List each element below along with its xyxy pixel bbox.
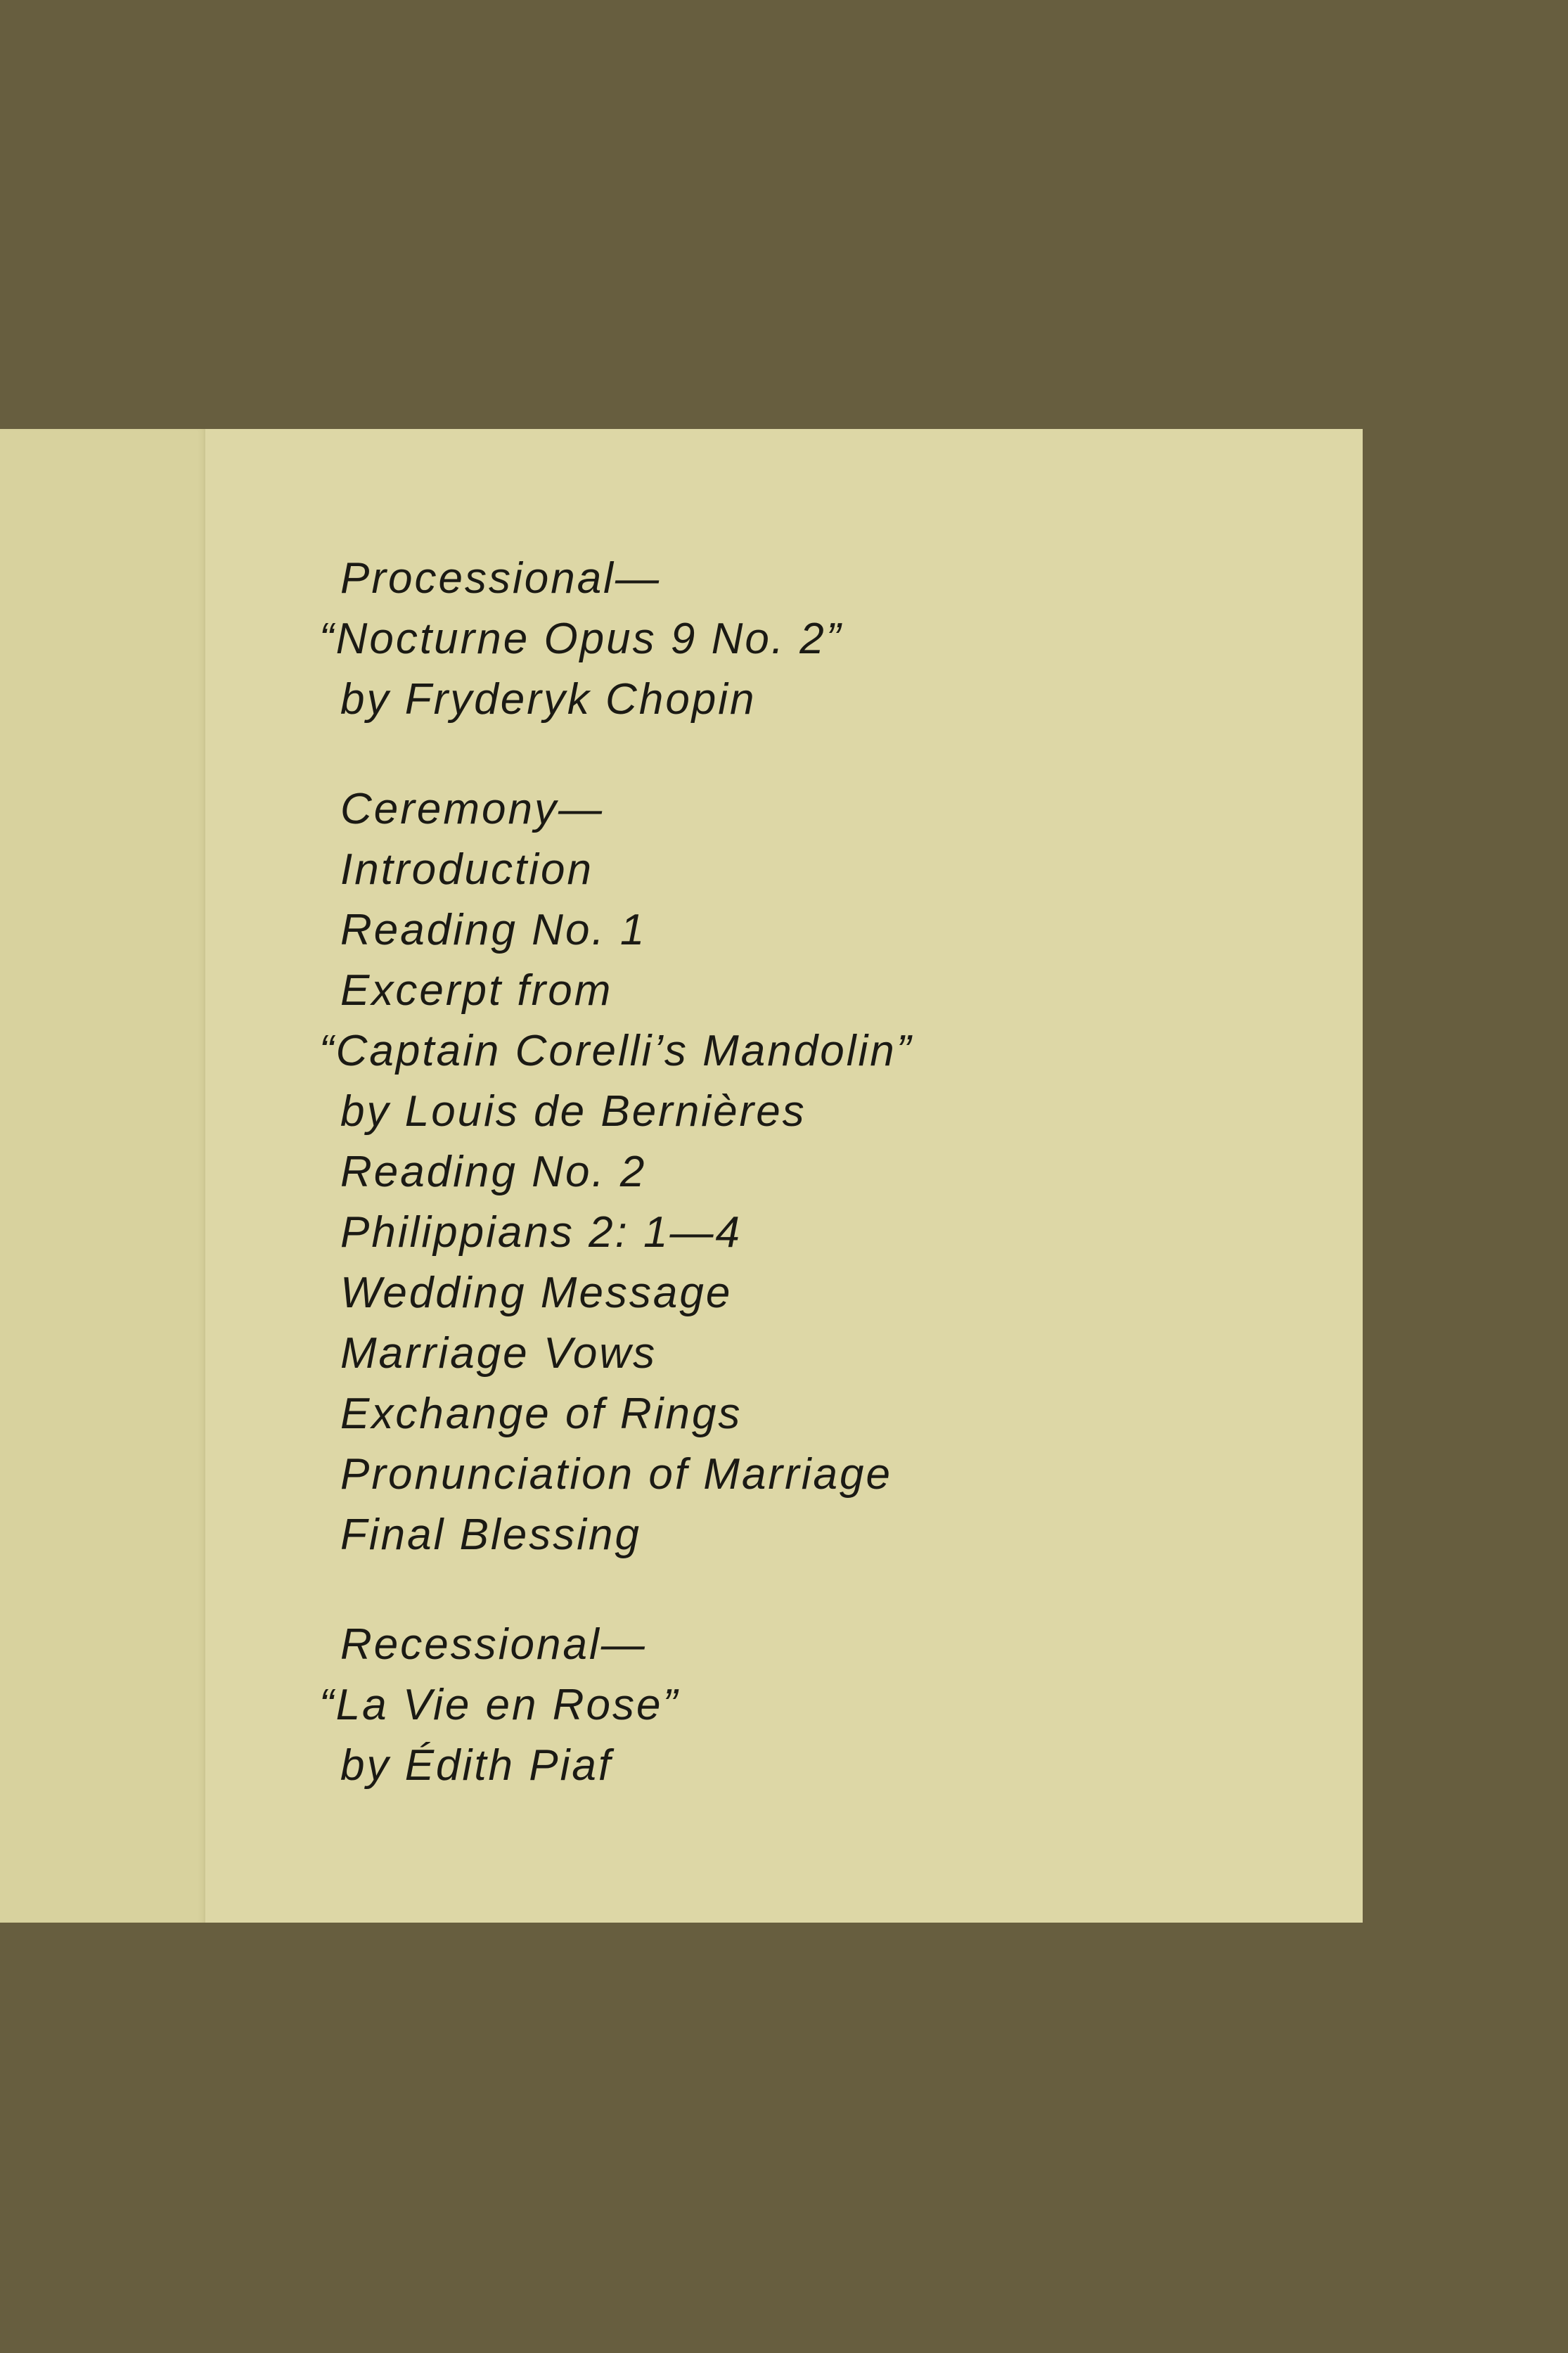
ceremony-item-rings: Exchange of Rings (340, 1390, 743, 1438)
ceremony-item-book-title: “Captain Corelli’s Mandolin” (319, 1027, 913, 1075)
ceremony-item-vows: Marriage Vows (340, 1329, 657, 1378)
ceremony-section (319, 779, 1325, 1565)
recessional-heading: Recessional— (340, 1620, 647, 1669)
processional-composer: by Fryderyk Chopin (340, 675, 757, 724)
ceremony-item-blessing: Final Blessing (340, 1511, 641, 1559)
processional-section (319, 549, 1325, 730)
ceremony-program (319, 549, 1325, 1796)
ceremony-item-pronunciation: Pronunciation of Marriage (340, 1450, 892, 1499)
ceremony-heading: Ceremony— (340, 785, 604, 833)
ceremony-item-reading-2: Reading No. 2 (340, 1148, 647, 1196)
ceremony-item-author: by Louis de Bernières (340, 1087, 807, 1136)
card-fold (0, 429, 205, 1923)
ceremony-item-scripture: Philippians 2: 1—4 (340, 1208, 742, 1257)
ceremony-item-message: Wedding Message (340, 1269, 733, 1317)
recessional-title: “La Vie en Rose” (319, 1681, 680, 1729)
processional-heading: Processional— (340, 554, 661, 603)
ceremony-item-excerpt: Excerpt from (340, 966, 613, 1015)
ceremony-item-reading-1: Reading No. 1 (340, 906, 647, 954)
recessional-artist: by Édith Piaf (340, 1741, 613, 1790)
recessional-section (319, 1615, 1325, 1796)
ceremony-item-introduction: Introduction (340, 845, 593, 894)
program-card (0, 429, 1363, 1923)
processional-title: “Nocturne Opus 9 No. 2” (319, 615, 843, 663)
